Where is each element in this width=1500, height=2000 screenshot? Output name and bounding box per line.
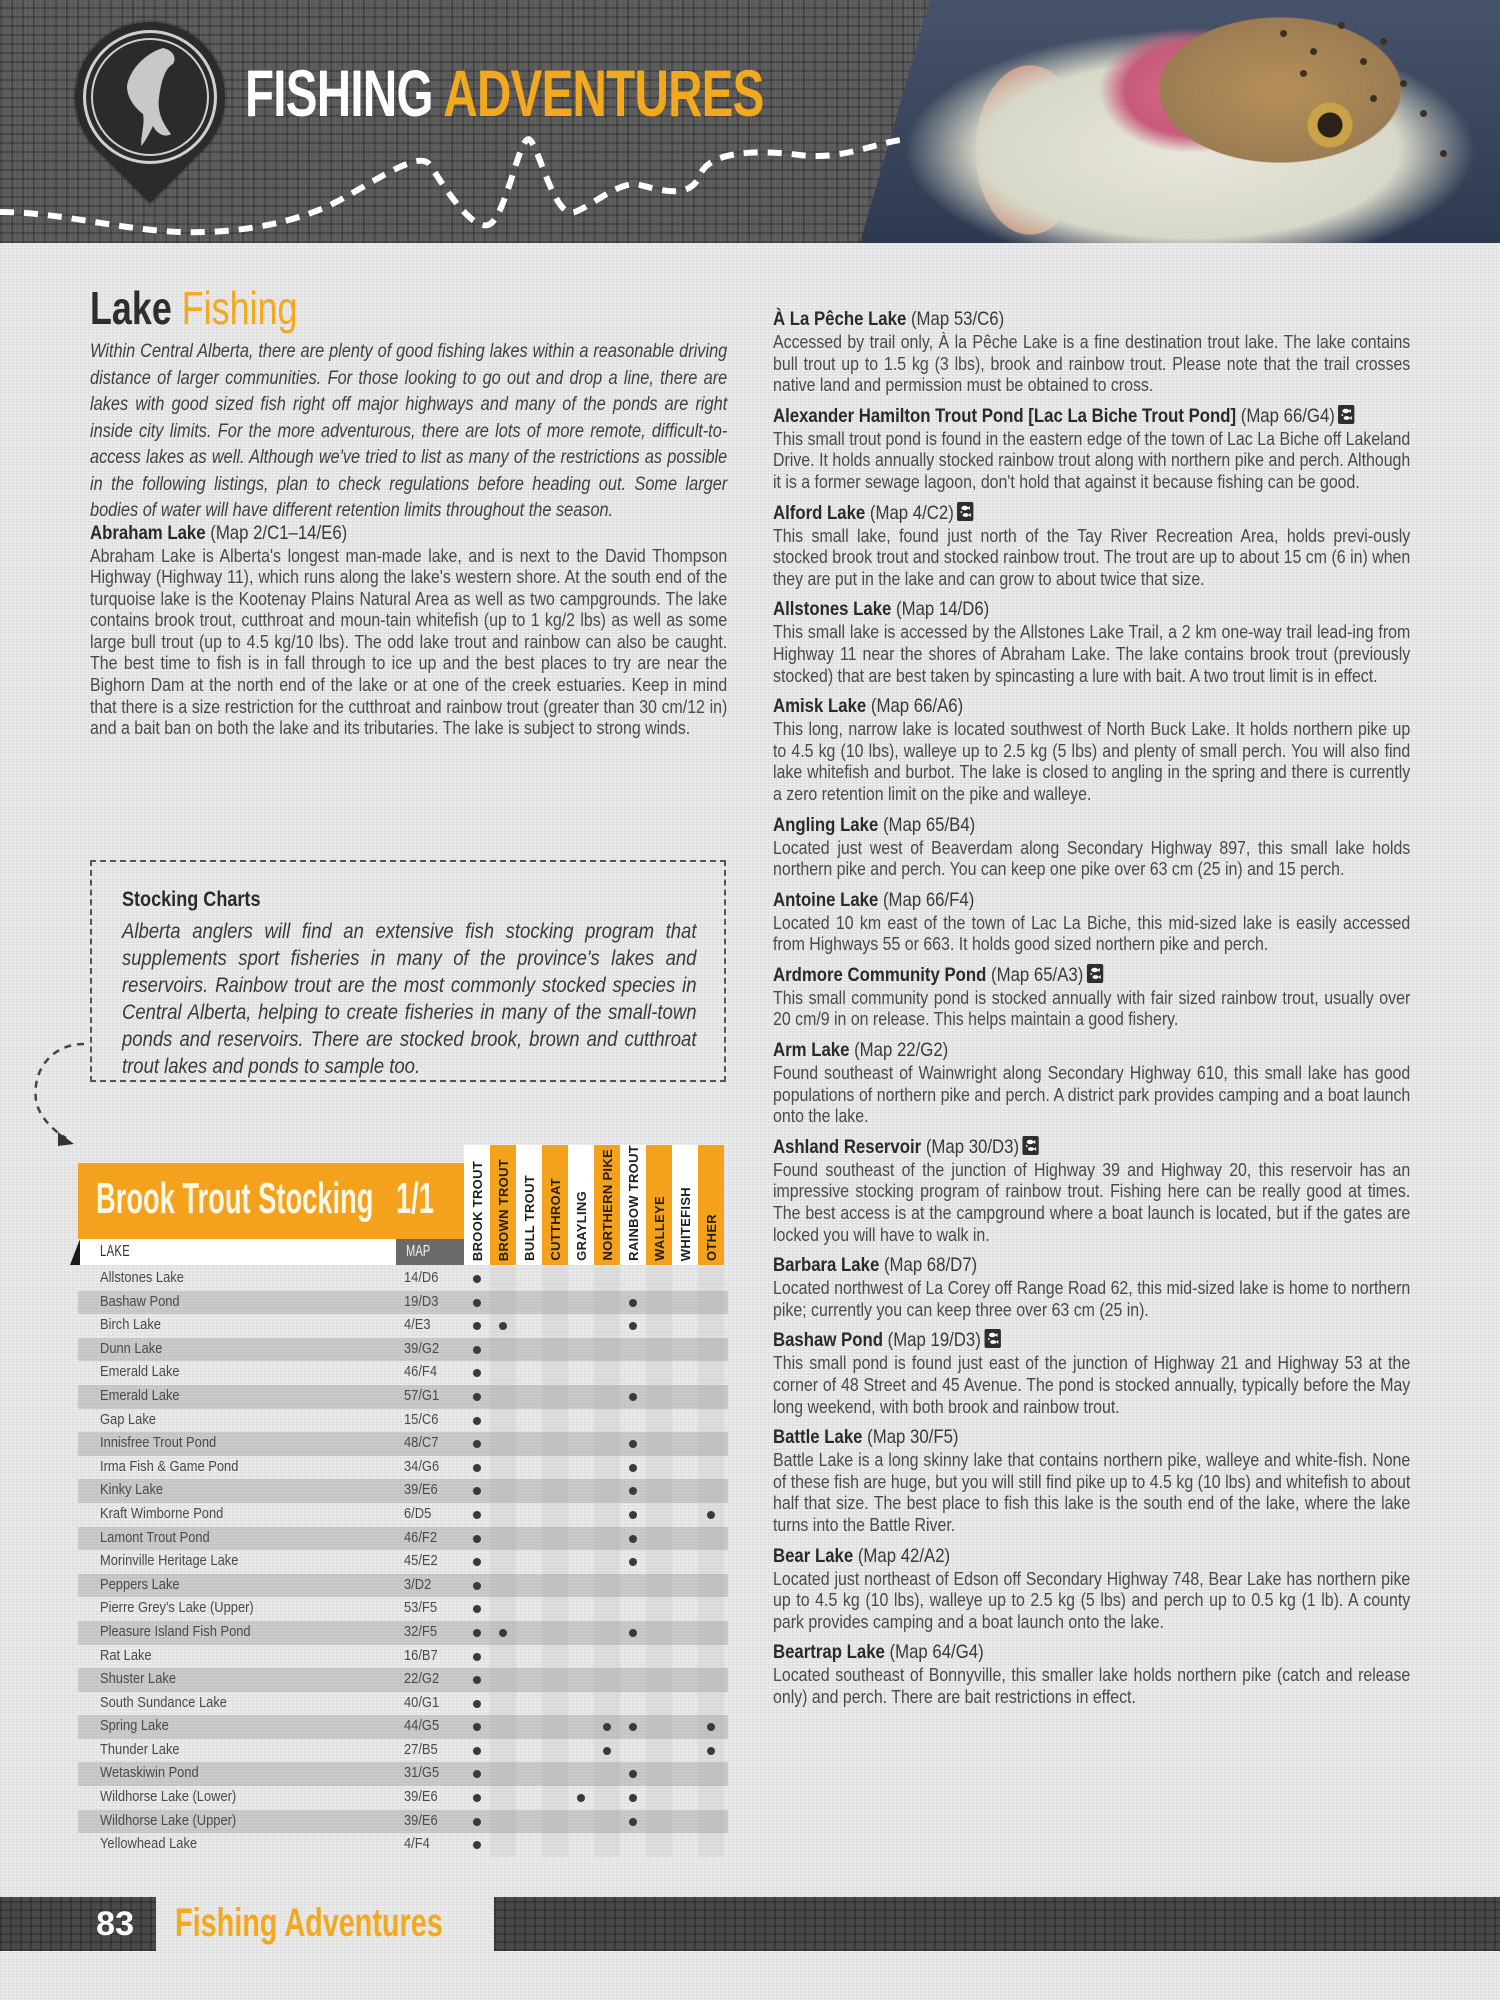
table-row (78, 1833, 728, 1857)
table-title-bar (78, 1163, 464, 1239)
table-row (78, 1786, 728, 1810)
lake-name-cell: Innisfree Trout Pond (100, 1434, 217, 1452)
lake-entry-heading (773, 964, 1410, 987)
stocked-dot-icon (473, 1322, 481, 1330)
lake-entry (773, 814, 1410, 880)
lake-entry-body: Found southeast of Wainwright along Secondary Highway 610, this small lake has good populations of northern pike and perch. A district park provides camping and a boat launch onto the lake. (773, 1062, 1411, 1127)
lake-entry-heading (773, 1254, 1410, 1277)
stocked-dot-icon (473, 1417, 481, 1425)
lake-name-cell: Rat Lake (100, 1646, 152, 1664)
lake-entry-heading (773, 502, 1410, 525)
table-row (78, 1810, 728, 1834)
table-row (78, 1291, 728, 1315)
stocked-dot-icon (473, 1299, 481, 1307)
lake-entry (773, 1641, 1410, 1707)
lake-name-cell: Birch Lake (100, 1316, 161, 1334)
map-reference: (Map 2/C1–14/E6) (210, 521, 348, 544)
map-reference: (Map 22/G2) (854, 1039, 949, 1062)
lake-entry-heading (773, 1136, 1410, 1159)
lake-name-cell: Yellowhead Lake (100, 1835, 198, 1853)
map-reference: (Map 42/A2) (857, 1544, 951, 1567)
lake-entry-heading (773, 889, 1410, 912)
table-row (78, 1456, 728, 1480)
lake-name: Arm Lake (773, 1039, 850, 1062)
map-cell: 39/E6 (404, 1811, 438, 1829)
stocked-fish-icon (957, 502, 973, 521)
lake-name-cell: Emerald Lake (100, 1363, 180, 1381)
lake-name: Barbara Lake (773, 1254, 880, 1277)
stocked-dot-icon (473, 1794, 481, 1802)
map-reference: (Map 66/A6) (870, 695, 964, 718)
stocked-fish-icon (1022, 1136, 1038, 1155)
map-reference: (Map 30/F5) (867, 1426, 959, 1449)
lake-name-cell: Shuster Lake (100, 1670, 177, 1688)
banner-title (245, 56, 764, 130)
map-cell: 4/E3 (404, 1316, 431, 1334)
lake-entry (773, 405, 1410, 493)
fish-logo-icon (83, 30, 217, 164)
map-cell: 39/E6 (404, 1788, 438, 1806)
lake-entry (773, 889, 1410, 955)
lake-entry (90, 522, 727, 739)
stocked-dot-icon (707, 1747, 715, 1755)
lake-entry-heading (773, 1641, 1410, 1664)
callout-body: Alberta anglers will find an extensive fish stocking program that supplements sport fisheries in many of the province's lakes and reservoirs. Rainbow trout are the most commonly stocked species in Central Alberta, helping to create fisheries in many of the small-town ponds and reservoirs. There are stocked brook, brown and cutthroat trout lakes and ponds to sample too. (122, 919, 697, 1078)
lake-entry-body: Located 10 km east of the town of Lac La Biche, this mid-sized lake is easily accessed from Highways 55 or 663. It holds good sized northern pike and perch. (773, 911, 1411, 955)
lake-entry-body: Located northwest of La Corey off Range Road 62, this mid-sized lake is home to northern pike; currently you can keep three over 63 cm (25 in). (773, 1277, 1411, 1320)
map-reference: (Map 65/A3) (991, 963, 1084, 986)
map-cell: 34/G6 (404, 1457, 440, 1475)
lake-name-cell: Kinky Lake (100, 1481, 164, 1499)
table-title: Brook Trout Stocking (96, 1174, 374, 1223)
lake-entry-heading (773, 405, 1410, 428)
lake-name-cell: Wildhorse Lake (Upper) (100, 1811, 237, 1829)
map-reference: (Map 68/D7) (883, 1254, 978, 1277)
stocked-dot-icon (473, 1818, 481, 1826)
section-title (90, 282, 587, 334)
table-page-count: 1/1 (396, 1174, 434, 1223)
table-row (78, 1503, 728, 1527)
footer-section-title: Fishing Adventures (175, 1901, 443, 1945)
lake-name-cell: Allstones Lake (100, 1269, 184, 1286)
lake-name: Amisk Lake (773, 695, 867, 718)
lake-entry-heading (90, 522, 727, 545)
map-reference: (Map 66/F4) (882, 888, 975, 911)
lake-entry-body: This small lake is accessed by the Allstones Lake Trail, a 2 km one-way trail lead-ing from Highway 11 near the shores of Abraham Lake. The lake contains brook trout (previously stocked) that are best taken by spincasting a lure with bait. A two trout limit is in effect. (773, 621, 1411, 686)
lake-entry-heading (773, 1329, 1410, 1352)
stocked-dot-icon (577, 1794, 585, 1802)
lake-entry (773, 1329, 1410, 1417)
map-cell: 48/C7 (404, 1434, 439, 1452)
map-cell: 4/F4 (404, 1835, 430, 1853)
table-row (78, 1550, 728, 1574)
lake-name-cell: Gap Lake (100, 1410, 156, 1428)
map-cell: 39/E6 (404, 1481, 438, 1499)
lake-name-cell: Pierre Grey's Lake (Upper) (100, 1599, 254, 1617)
lake-entry-heading (773, 1039, 1410, 1062)
stocked-dot-icon (473, 1605, 481, 1613)
lake-name: Alexander Hamilton Trout Pond [Lac La Biche Trout Pond] (773, 404, 1237, 427)
stocked-dot-icon (629, 1818, 637, 1826)
lake-name-cell: Emerald Lake (100, 1386, 180, 1404)
lake-entry-body: This small lake, found just north of the Tay River Recreation Area, holds previ-ously stocked brook trout and stocked rainbow trout. The trout are up to about 15 cm (6 in) when they are put in the lake and can grow to about twice that size. (773, 524, 1411, 589)
lake-name: Ashland Reservoir (773, 1135, 922, 1158)
intro-paragraph: Within Central Alberta, there are plenty of good fishing lakes within a reasonable driving distance of larger communities. For those looking to go out and drop a line, there are lakes with good sized fish right off major highways and many of the ponds are right inside city limits. For the more adventurous, there are lots of more remote, difficult-to-access lakes as well. Although we've tried to list as many of the restrictions as possible in the following listings, plan to check regulations before heading out. Some larger bodies of water will have different retention limits throughout the season. (90, 341, 728, 521)
lake-name-cell: Thunder Lake (100, 1740, 180, 1758)
banner-title-white: FISHING (245, 56, 433, 130)
table-row (78, 1715, 728, 1739)
lake-name: Beartrap Lake (773, 1641, 885, 1664)
lake-name: Angling Lake (773, 813, 879, 836)
lake-entry-body: This small community pond is stocked annually with fair sized rainbow trout, usually over 20 cm/9 in on release. This helps maintain a good fishery. (773, 986, 1411, 1030)
map-reference: (Map 19/D3) (887, 1329, 981, 1352)
lake-entry (773, 1136, 1410, 1245)
lake-entry-body: This small trout pond is found in the eastern edge of the town of Lac La Biche off Lakeland Drive. It holds annually stocked rainbow trout along with northern pike and perch. Although it is a former sewage lagoon, don't hold that against it because fishing can be good. (773, 427, 1411, 492)
stocked-dot-icon (499, 1322, 507, 1330)
lake-name-cell: Dunn Lake (100, 1339, 163, 1357)
section-title-orange: Fishing (181, 282, 298, 334)
map-cell: 46/F2 (404, 1528, 437, 1546)
table-row (78, 1597, 728, 1621)
lake-entry-body: Battle Lake is a long skinny lake that contains northern pike, walleye and white-fish. None of these fish are huge, but you will still find pike up to 4.5 kg (10 lbs) and whitefish to about half that size. The best place to fish this lake is the south end of the lake, where the lake turns into the Battle River. (773, 1449, 1411, 1535)
species-header-other: OTHER (698, 1145, 724, 1265)
lake-entry (773, 964, 1410, 1030)
callout-title: Stocking Charts (122, 888, 261, 911)
lake-name: Ardmore Community Pond (773, 963, 987, 986)
table-row (78, 1527, 728, 1551)
lake-entry-body: Found southeast of the junction of Highway 39 and Highway 20, this reservoir has an impressive stocking program of rainbow trout. Fishing here can be really good at times. The best access is at the campground where a boat launch is located, but if the gates are locked you will have to walk in. (773, 1158, 1411, 1245)
lake-name-cell: South Sundance Lake (100, 1693, 227, 1711)
row-shading (78, 1338, 728, 1362)
map-cell: 46/F4 (404, 1363, 437, 1381)
map-cell: 44/G5 (404, 1717, 440, 1735)
table-row (78, 1739, 728, 1763)
map-cell: 40/G1 (404, 1693, 440, 1711)
map-reference: (Map 53/C6) (910, 308, 1005, 330)
table-row (78, 1432, 728, 1456)
map-cell: 3/D2 (404, 1575, 432, 1593)
lake-name-cell: Wildhorse Lake (Lower) (100, 1788, 237, 1806)
lake-entry-body: Abraham Lake is Alberta's longest man-made lake, and is next to the David Thompson Highway (Highway 11), which runs along the lake's western shore. At the south end of the turquoise lake is the Kootenay Plains Natural Area as well as two campgrounds. The lake contains brook trout, cutthroat and moun-tain whitefish (up to 1 kg/2 lbs) as well as some large bull trout (up to 4.5 kg/10 lbs). The odd lake trout and rainbow can also be caught. The best time to fish is in fall through to ice up and the best places to try are near the Bighorn Dam at the north end of the lake or at one of the creek estuaries. Keep in mind that there is a size restriction for the cutthroat and rainbow trout (greater than 30 cm/12 in) and a bait ban on both the lake and its tributaries. The lake is subject to strong winds. (90, 544, 728, 739)
species-header-grayling: GRAYLING (568, 1145, 594, 1265)
stocked-dot-icon (473, 1582, 481, 1590)
column-header-map: MAP (396, 1239, 464, 1265)
stocked-dot-icon (473, 1511, 481, 1519)
table-row (78, 1385, 728, 1409)
section-title-dark: Lake (90, 282, 172, 334)
header-banner (0, 0, 1500, 243)
lake-name: Abraham Lake (90, 521, 206, 544)
stocked-dot-icon (473, 1747, 481, 1755)
table-row (78, 1692, 728, 1716)
map-cell: 27/B5 (404, 1740, 438, 1758)
map-reference: (Map 30/D3) (925, 1135, 1020, 1158)
lake-entry (773, 1254, 1410, 1320)
map-cell: 14/D6 (404, 1269, 439, 1286)
lake-name: Battle Lake (773, 1426, 863, 1449)
table-row (78, 1621, 728, 1645)
lake-name-cell: Morinville Heritage Lake (100, 1552, 239, 1570)
table-row (78, 1314, 728, 1338)
table-body (78, 1267, 728, 1857)
column-header-lake: LAKE (78, 1239, 396, 1265)
species-header-walleye: WALLEYE (646, 1145, 672, 1265)
map-reference: (Map 66/G4) (1240, 404, 1335, 427)
species-header-brown-trout: BROWN TROUT (490, 1145, 516, 1265)
species-header-brook-trout: BROOK TROUT (464, 1145, 490, 1265)
page-number: 83 (0, 1897, 156, 1951)
species-header-bull-trout: BULL TROUT (516, 1145, 542, 1265)
lake-entry-heading (773, 598, 1410, 621)
trout-photo (860, 0, 1500, 243)
species-header-whitefish: WHITEFISH (672, 1145, 698, 1265)
table-row (78, 1338, 728, 1362)
lake-entry-heading (773, 695, 1410, 718)
map-cell: 53/F5 (404, 1599, 437, 1617)
stocked-dot-icon (473, 1558, 481, 1566)
map-reference: (Map 65/B4) (882, 813, 976, 836)
map-cell: 6/D5 (404, 1504, 432, 1522)
stocked-dot-icon (629, 1322, 637, 1330)
stocked-dot-icon (499, 1629, 507, 1637)
stocked-dot-icon (473, 1653, 481, 1661)
lake-name-cell: Lamont Trout Pond (100, 1528, 210, 1546)
lake-name-cell: Peppers Lake (100, 1575, 180, 1593)
species-header-northern-pike: NORTHERN PIKE (594, 1145, 620, 1265)
stocked-fish-icon (1087, 964, 1103, 983)
lake-entry-body: Accessed by trail only, À la Pêche Lake is a fine destination trout lake. The lake contains bull trout up to 1.5 kg (3 lbs), brook and rainbow trout. Please note that the trail crosses native land and permission must be obtained to cross. (773, 331, 1411, 396)
table-row (78, 1645, 728, 1669)
stocked-dot-icon (629, 1794, 637, 1802)
map-cell: 22/G2 (404, 1670, 440, 1688)
stocked-dot-icon (629, 1511, 637, 1519)
table-row (78, 1361, 728, 1385)
map-reference: (Map 14/D6) (896, 598, 990, 621)
lake-entry (773, 695, 1410, 804)
species-header-rainbow-trout: RAINBOW TROUT (620, 1145, 646, 1265)
stocked-dot-icon (473, 1700, 481, 1708)
stocked-dot-icon (473, 1841, 481, 1849)
lake-name: Alford Lake (773, 501, 866, 524)
lake-entry (773, 1426, 1410, 1535)
stocked-dot-icon (629, 1393, 637, 1401)
lake-name-cell: Wetaskiwin Pond (100, 1764, 199, 1782)
species-header-cutthroat: CUTTHROAT (542, 1145, 568, 1265)
stocked-dot-icon (603, 1747, 611, 1755)
lake-name: À La Pêche Lake (773, 308, 907, 330)
lake-name-cell: Spring Lake (100, 1717, 169, 1735)
lake-entry (773, 308, 1410, 396)
lake-name-cell: Irma Fish & Game Pond (100, 1457, 239, 1475)
stocked-dot-icon (473, 1535, 481, 1543)
lake-entry-heading (773, 1545, 1410, 1568)
lake-entry-body: This small pond is found just east of the junction of Highway 21 and Highway 53 at the corner of 48 Street and 45 Avenue. The pond is stocked annually, typically before the May long weekend, with both brook and rainbow trout. (773, 1352, 1411, 1417)
table-row (78, 1409, 728, 1433)
lake-name-cell: Kraft Wimborne Pond (100, 1504, 224, 1522)
map-cell: 31/G5 (404, 1764, 440, 1782)
stocked-dot-icon (473, 1464, 481, 1472)
lake-entry (773, 598, 1410, 686)
map-cell: 39/G2 (404, 1339, 440, 1357)
lake-entry-heading (773, 814, 1410, 837)
lake-entry-body: Located southeast of Bonnyville, this smaller lake holds northern pike (catch and release only) and perch. There are bait restrictions in effect. (773, 1664, 1411, 1707)
lake-name: Allstones Lake (773, 598, 892, 621)
lake-entry-body: Located just northeast of Edson off Secondary Highway 748, Bear Lake has northern pike up to 4.5 kg (10 lbs), walleye up to 2.5 kg (5 lbs) and perch up to 0.5 kg (1 lb). A county park provides camping and a boat launch onto the lake. (773, 1567, 1411, 1632)
stocked-fish-icon (984, 1329, 1000, 1348)
map-cell: 16/B7 (404, 1646, 438, 1664)
stocked-dot-icon (629, 1464, 637, 1472)
stocked-dot-icon (629, 1535, 637, 1543)
footer-bar (494, 1897, 1500, 1951)
lake-name: Antoine Lake (773, 888, 879, 911)
table-row (78, 1479, 728, 1503)
map-cell: 15/C6 (404, 1410, 439, 1428)
dashed-arrow-icon (22, 1040, 92, 1150)
table-row (78, 1267, 728, 1291)
lake-entry (773, 1039, 1410, 1127)
lake-name-cell: Pleasure Island Fish Pond (100, 1622, 251, 1640)
lake-entry-body: This long, narrow lake is located southwest of North Buck Lake. It holds northern pike up to 4.5 kg (10 lbs), walleye up to 2.5 kg (5 lbs) and plenty of small perch. You will also find lake whitefish and burbot. The lake is closed to angling in the spring and there is currently a zero retention limit on the pike and walleye. (773, 718, 1411, 804)
stocked-dot-icon (629, 1629, 637, 1637)
stocked-dot-icon (473, 1393, 481, 1401)
left-column (90, 282, 728, 739)
map-cell: 45/E2 (404, 1552, 438, 1570)
lake-entry (773, 502, 1410, 590)
lake-name: Bashaw Pond (773, 1329, 883, 1352)
stocked-dot-icon (473, 1275, 481, 1283)
stocked-dot-icon (707, 1511, 715, 1519)
lake-entry-heading (773, 1426, 1410, 1449)
lake-name-cell: Bashaw Pond (100, 1292, 180, 1310)
map-reference: (Map 4/C2) (869, 501, 954, 524)
stocked-dot-icon (629, 1558, 637, 1566)
banner-title-orange: ADVENTURES (443, 56, 764, 130)
stocked-dot-icon (473, 1629, 481, 1637)
stocked-dot-icon (629, 1299, 637, 1307)
map-cell: 32/F5 (404, 1622, 437, 1640)
stocking-charts-callout (90, 860, 726, 1082)
map-reference: (Map 64/G4) (889, 1641, 984, 1664)
table-row (78, 1762, 728, 1786)
lake-name: Bear Lake (773, 1544, 854, 1567)
lake-entry (773, 1545, 1410, 1633)
stocked-dot-icon (473, 1369, 481, 1377)
stocked-dot-icon (473, 1346, 481, 1354)
right-column (773, 308, 1410, 1708)
map-cell: 57/G1 (404, 1386, 440, 1404)
map-cell: 19/D3 (404, 1292, 439, 1310)
table-row (78, 1668, 728, 1692)
lake-entry-body: Located just west of Beaverdam along Secondary Highway 897, this small lake holds northern pike and perch. You can keep one pike over 63 cm (25 in) and 15 perch. (773, 836, 1411, 880)
table-row (78, 1574, 728, 1598)
stocked-fish-icon (1338, 405, 1354, 424)
lake-entry-heading (773, 308, 1410, 331)
